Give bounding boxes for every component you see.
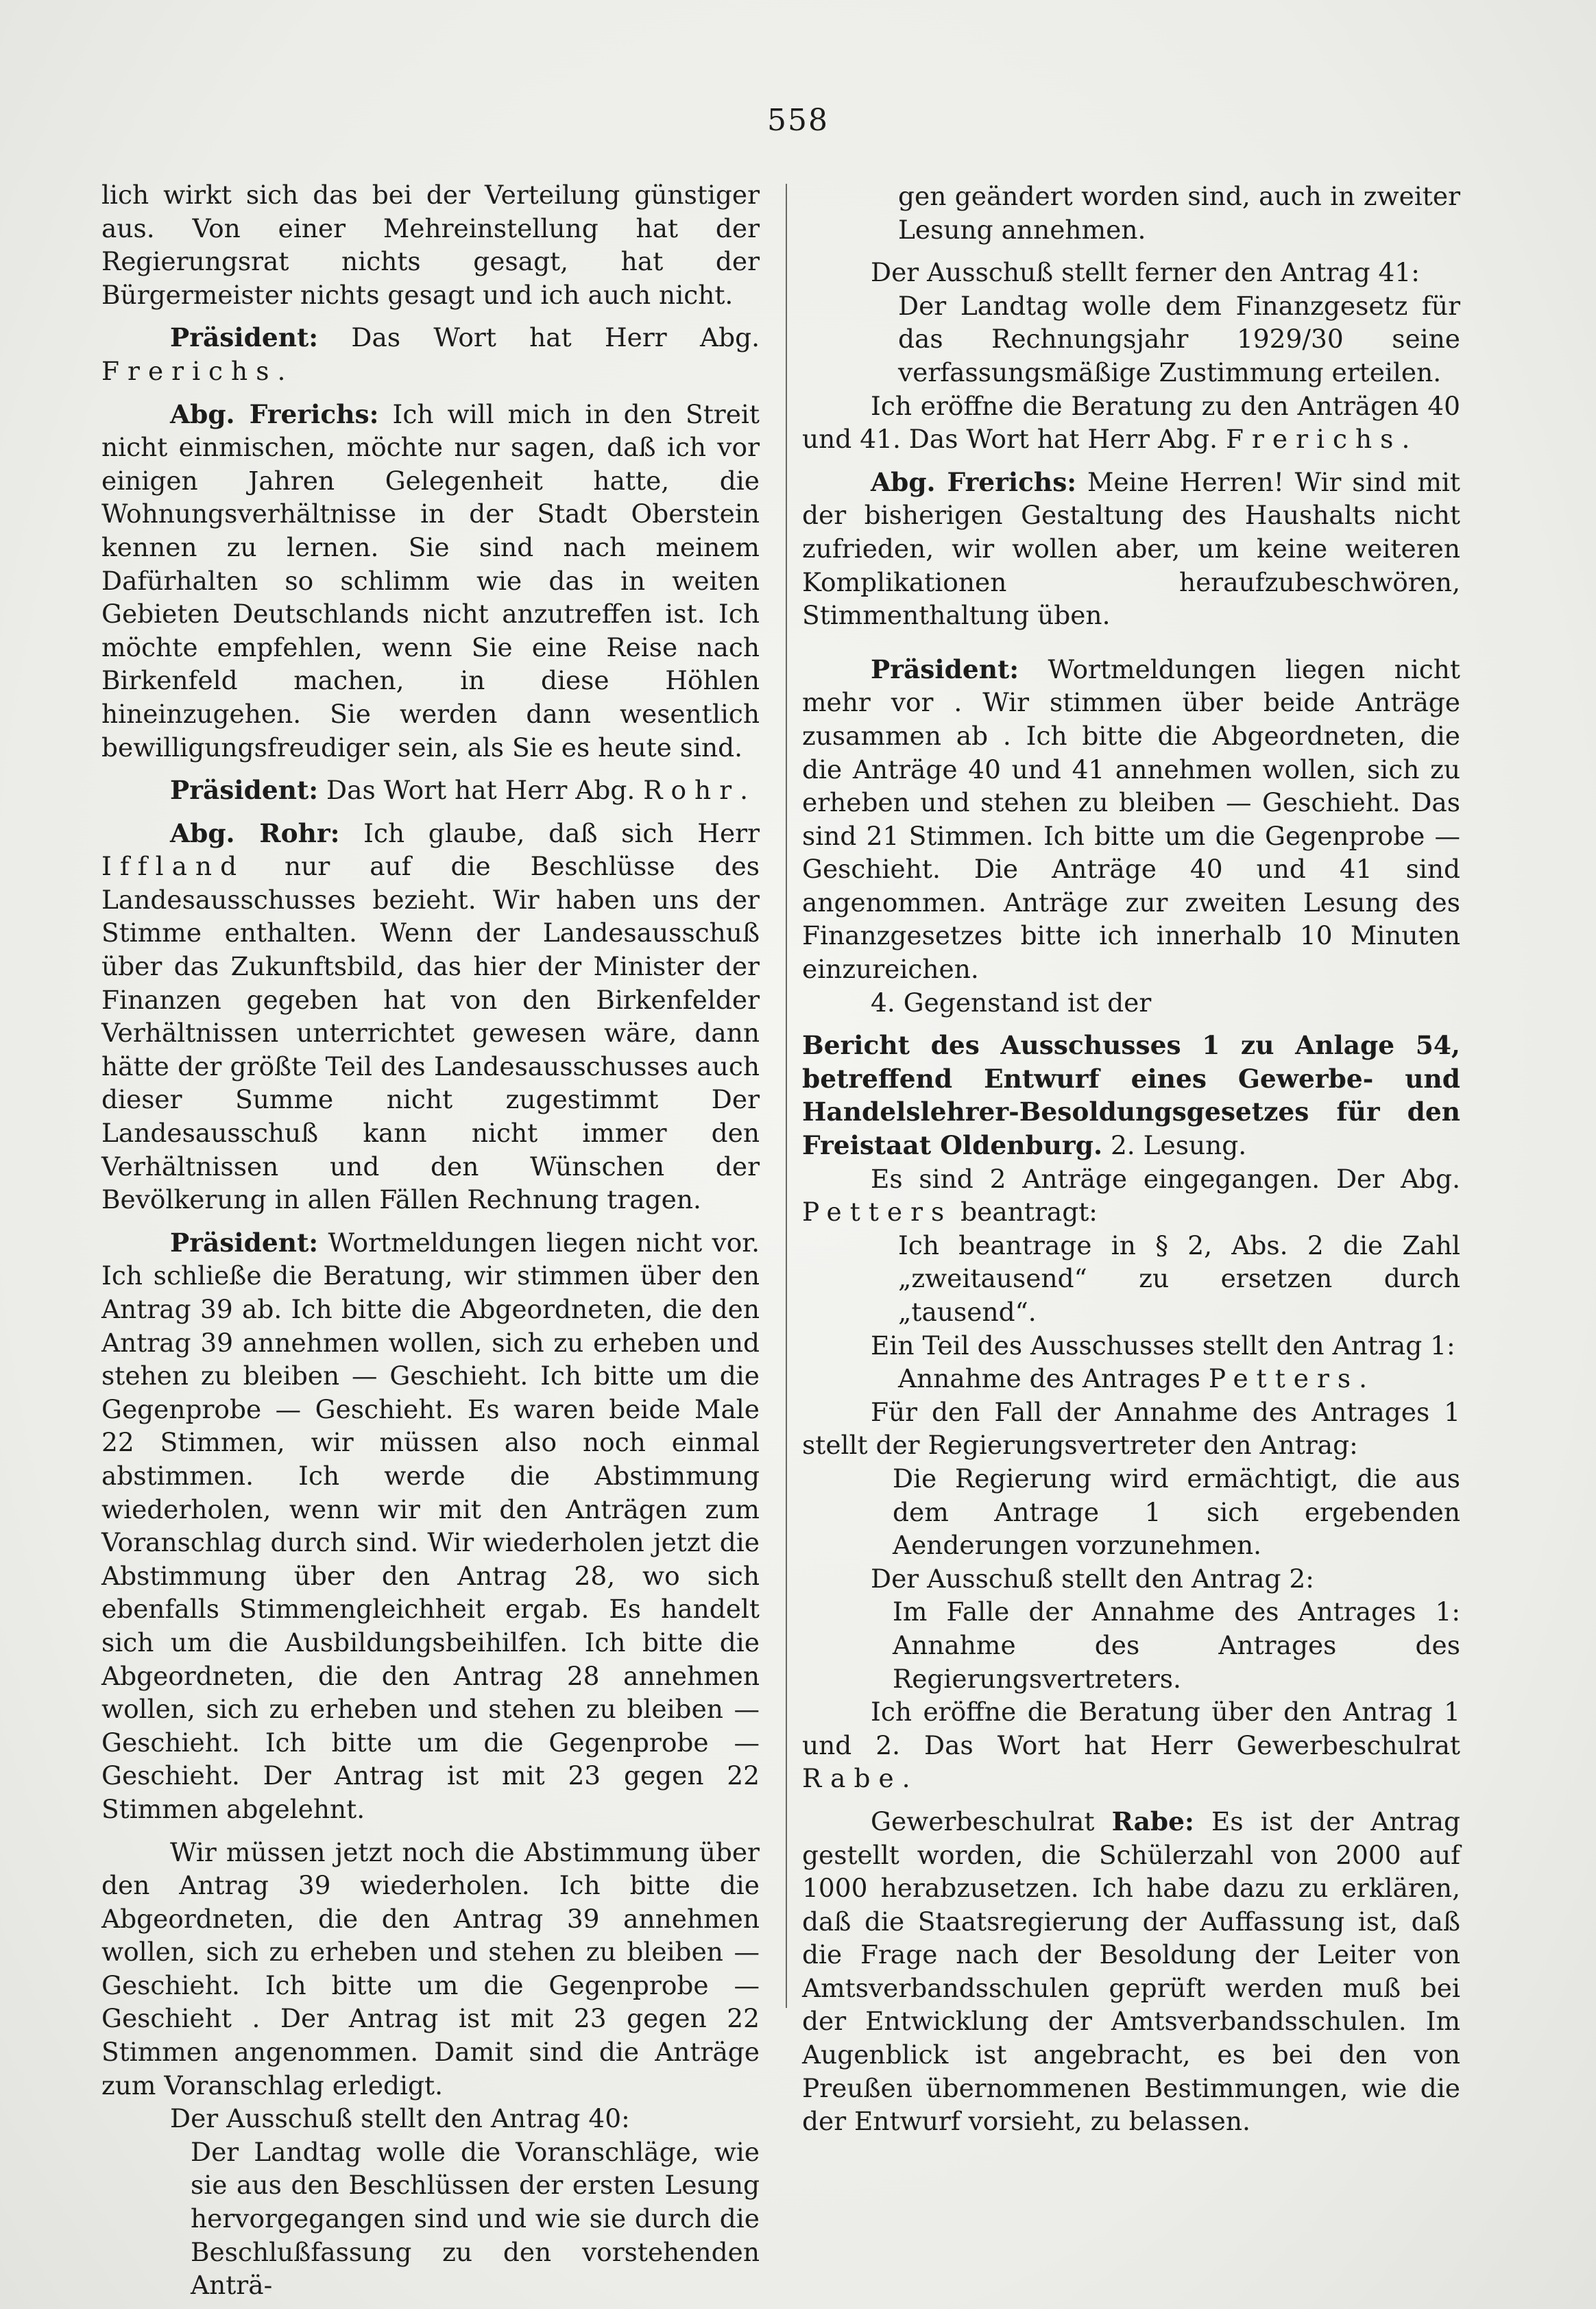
paragraph: Präsident: Wortmeldungen liegen nicht vor. Ich schließe die Beratung, wir stimmen über den Antrag 39 ab. Ich bitte die Abgeordneten, die den Antrag 39 annehmen wollen, sich zu erheben und stehen zu bleiben — Geschieht. Ich bitte um die Gegenprobe — Geschieht. Es waren beide Male 22 Stimmen, wir müssen also noch einmal abstimmen. Ich werde die Abstimmung wiederholen, wenn wir mit den Anträgen zum Voranschlag durch sind. Wir wiederholen jetzt die Abstimmung über den Antrag 28, wo sich ebenfalls Stimmengleichheit ergab. Es handelt sich um die Ausbildungsbeihilfen. Ich bitte die Abgeordneten, die den Antrag 28 annehmen wollen, sich zu erheben und stehen zu bleiben — Geschieht. Ich bitte um die Gegenprobe — Geschieht. Der Antrag ist mit 23 gegen 22 Stimmen abgelehnt. (101, 1227, 760, 1824)
motion-text: Ich beantrage in § 2, Abs. 2 die Zahl „zweitausend“ zu ersetzen durch „tausend“. (898, 1230, 1460, 1327)
spaced-name: Rohr (643, 775, 740, 806)
paragraph: Gewerbeschulrat Rabe: Es ist der Antrag gestellt worden, die Schülerzahl von 2000 auf 1000 herabzusetzen. Ich habe dazu zu erklären, daß die Staatsregierung der Auffassung ist, daß die Frage nach der Besoldung der Leiter von Amtsverbandsschulen geprüft werden muß bei der Entwicklung der Amtsverbandsschulen. Im Augenblick ist angebracht, es bei den von Preußen übernommenen Bestimmungen, wie die der Entwurf vorsieht, zu belassen. (802, 1806, 1461, 2137)
motion-text: Der Landtag wolle dem Finanzgesetz für das Rechnungsjahr 1929/30 seine verfassungsmäßige Zustimmung erteilen. (898, 290, 1460, 387)
motion-text: Annahme des Antrages Petters. (898, 1363, 1368, 1394)
speaker-label: Präsident: (170, 322, 319, 353)
paragraph: Für den Fall der Annahme des Antrages 1 stellt der Regierungsvertreter den Antrag: (802, 1396, 1460, 1461)
speaker-label: Abg. Frerichs: (170, 398, 379, 429)
spaced-name: Iffland (101, 851, 245, 882)
paragraph: Präsident: Das Wort hat Herr Abg. Frerichs. (101, 322, 760, 386)
paragraph: Abg. Frerichs: Ich will mich in den Streit nicht einmischen, möchte nur sagen, daß ich vor einigen Jahren Gelegenheit hatte, die Wohnungsverhältnisse in der Stadt Oberstein kennen zu lernen. Sie sind nach meinem Dafürhalten so schlimm wie das in weiten Gebieten Deutschlands nicht anzutreffen ist. Ich möchte empfehlen, wenn Sie eine Reise nach Birkenfeld machen, in diese Höhlen hineinzugehen. Sie werden dann wesentlich bewilligungsfreudiger sein, als Sie es heute sind. (101, 398, 760, 763)
page-number: 558 (767, 103, 829, 138)
speaker-label: Präsident: (170, 1227, 319, 1258)
agenda-item-heading: Bericht des Ausschusses 1 zu Anlage 54, betreffend Entwurf eines Gewerbe- und Handelslehrer-Besoldungsgesetzes für den Freistaat Oldenburg. 2. Lesung. (802, 1030, 1460, 1161)
paragraph: Es sind 2 Anträge eingegangen. Der Abg. Petters beantragt: (802, 1163, 1460, 1228)
paragraph: Abg. Rohr: Ich glaube, daß sich Herr Iffland nur auf die Beschlüsse des Landesausschusses bezieht. Wir haben uns der Stimme enthalten. Wenn der Landesausschuß über das Zukunftsbild, das hier der Minister der Finanzen gegeben hat von den Birkenfelder Verhältnissen unterrichtet gewesen wäre, dann hätte der größte Teil des Landesausschusses auch dieser Summe nicht zugestimmt Der Landesausschuß kann nicht immer den Verhältnissen und den Wünschen der Bevölkerung in allen Fällen Rechnung tragen. (101, 817, 760, 1215)
motion-text: Der Landtag wolle die Voranschläge, wie sie aus den Beschlüssen der ersten Lesung hervorgegangen sind und wie sie durch die Beschlußfassung zu den vorstehenden Anträ- (191, 2136, 760, 2301)
speaker-label: Präsident: (871, 654, 1019, 684)
paragraph: Der Ausschuß stellt den Antrag 40: (170, 2103, 630, 2134)
right-column (802, 180, 1460, 2138)
spaced-name: Petters (1208, 1363, 1359, 1394)
spaced-name: Frerichs (101, 355, 278, 386)
paragraph: Ich eröffne die Beratung zu den Anträgen 40 und 41. Das Wort hat Herr Abg. Frerichs. (802, 390, 1460, 455)
motion-text: Im Falle der Annahme des Antrages 1: Annahme des Antrages des Regierungsvertreters. (893, 1596, 1460, 1694)
paragraph: Abg. Frerichs: Meine Herren! Wir sind mit der bisherigen Gestaltung des Haushalts nicht zufrieden, wir wollen aber, um keine weiteren Komplikationen heraufzubeschwören, Stimmenthaltung üben. (802, 466, 1461, 631)
motion-text: gen geändert worden sind, auch in zweiter Lesung annehmen. (898, 181, 1460, 245)
spaced-name: Petters (802, 1197, 953, 1228)
paragraph: lich wirkt sich das bei der Verteilung günstiger aus. Von einer Mehreinstellung hat der Regierungsrat nichts gesagt, hat der Bürgermeister nichts gesagt und ich auch nicht. (101, 180, 760, 310)
paragraph: Ich eröffne die Beratung über den Antrag 1 und 2. Das Wort hat Herr Gewerbeschulrat Rabe. (802, 1697, 1460, 1794)
motion-text: Die Regierung wird ermächtigt, die aus dem Antrage 1 sich ergebenden Aenderungen vorzunehmen. (893, 1463, 1460, 1561)
paragraph: Der Ausschuß stellt den Antrag 2: (871, 1563, 1314, 1594)
spaced-name: Rabe (802, 1763, 902, 1794)
paragraph: Wir müssen jetzt noch die Abstimmung über den Antrag 39 wiederholen. Ich bitte die Abgeordneten, die den Antrag 39 annehmen wollen, sich zu erheben und stehen zu bleiben — Geschieht. Ich bitte um die Gegenprobe — Geschieht . Der Antrag ist mit 23 gegen 22 Stimmen angenommen. Damit sind die Anträge zum Voranschlag erledigt. (101, 1837, 760, 2101)
paragraph: Der Ausschuß stellt ferner den Antrag 41: (871, 257, 1420, 288)
paragraph: 4. Gegenstand ist der (871, 987, 1152, 1018)
speaker-label: Rabe: (1111, 1806, 1194, 1837)
column-divider (786, 184, 787, 2008)
spaced-name: Frerichs (1225, 424, 1402, 455)
left-column (101, 178, 760, 2302)
paragraph: Präsident: Das Wort hat Herr Abg. Rohr. (170, 775, 749, 806)
speaker-label: Präsident: (170, 775, 319, 806)
speaker-label: Abg. Frerichs: (871, 466, 1077, 497)
paragraph: Präsident: Wortmeldungen liegen nicht mehr vor . Wir stimmen über beide Anträge zusammen ab . Ich bitte die Abgeordneten, die die Anträge 40 und 41 annehmen wollen, sich zu erheben und stehen zu bleiben — Geschieht. Das sind 21 Stimmen. Ich bitte um die Gegenprobe — Geschieht. Die Anträge 40 und 41 sind angenommen. Anträge zur zweiten Lesung des Finanzgesetzes bitte ich innerhalb 10 Minuten einzureichen. (802, 654, 1461, 985)
paragraph: Ein Teil des Ausschusses stellt den Antrag 1: (871, 1330, 1455, 1361)
speaker-label: Abg. Rohr: (170, 817, 340, 848)
